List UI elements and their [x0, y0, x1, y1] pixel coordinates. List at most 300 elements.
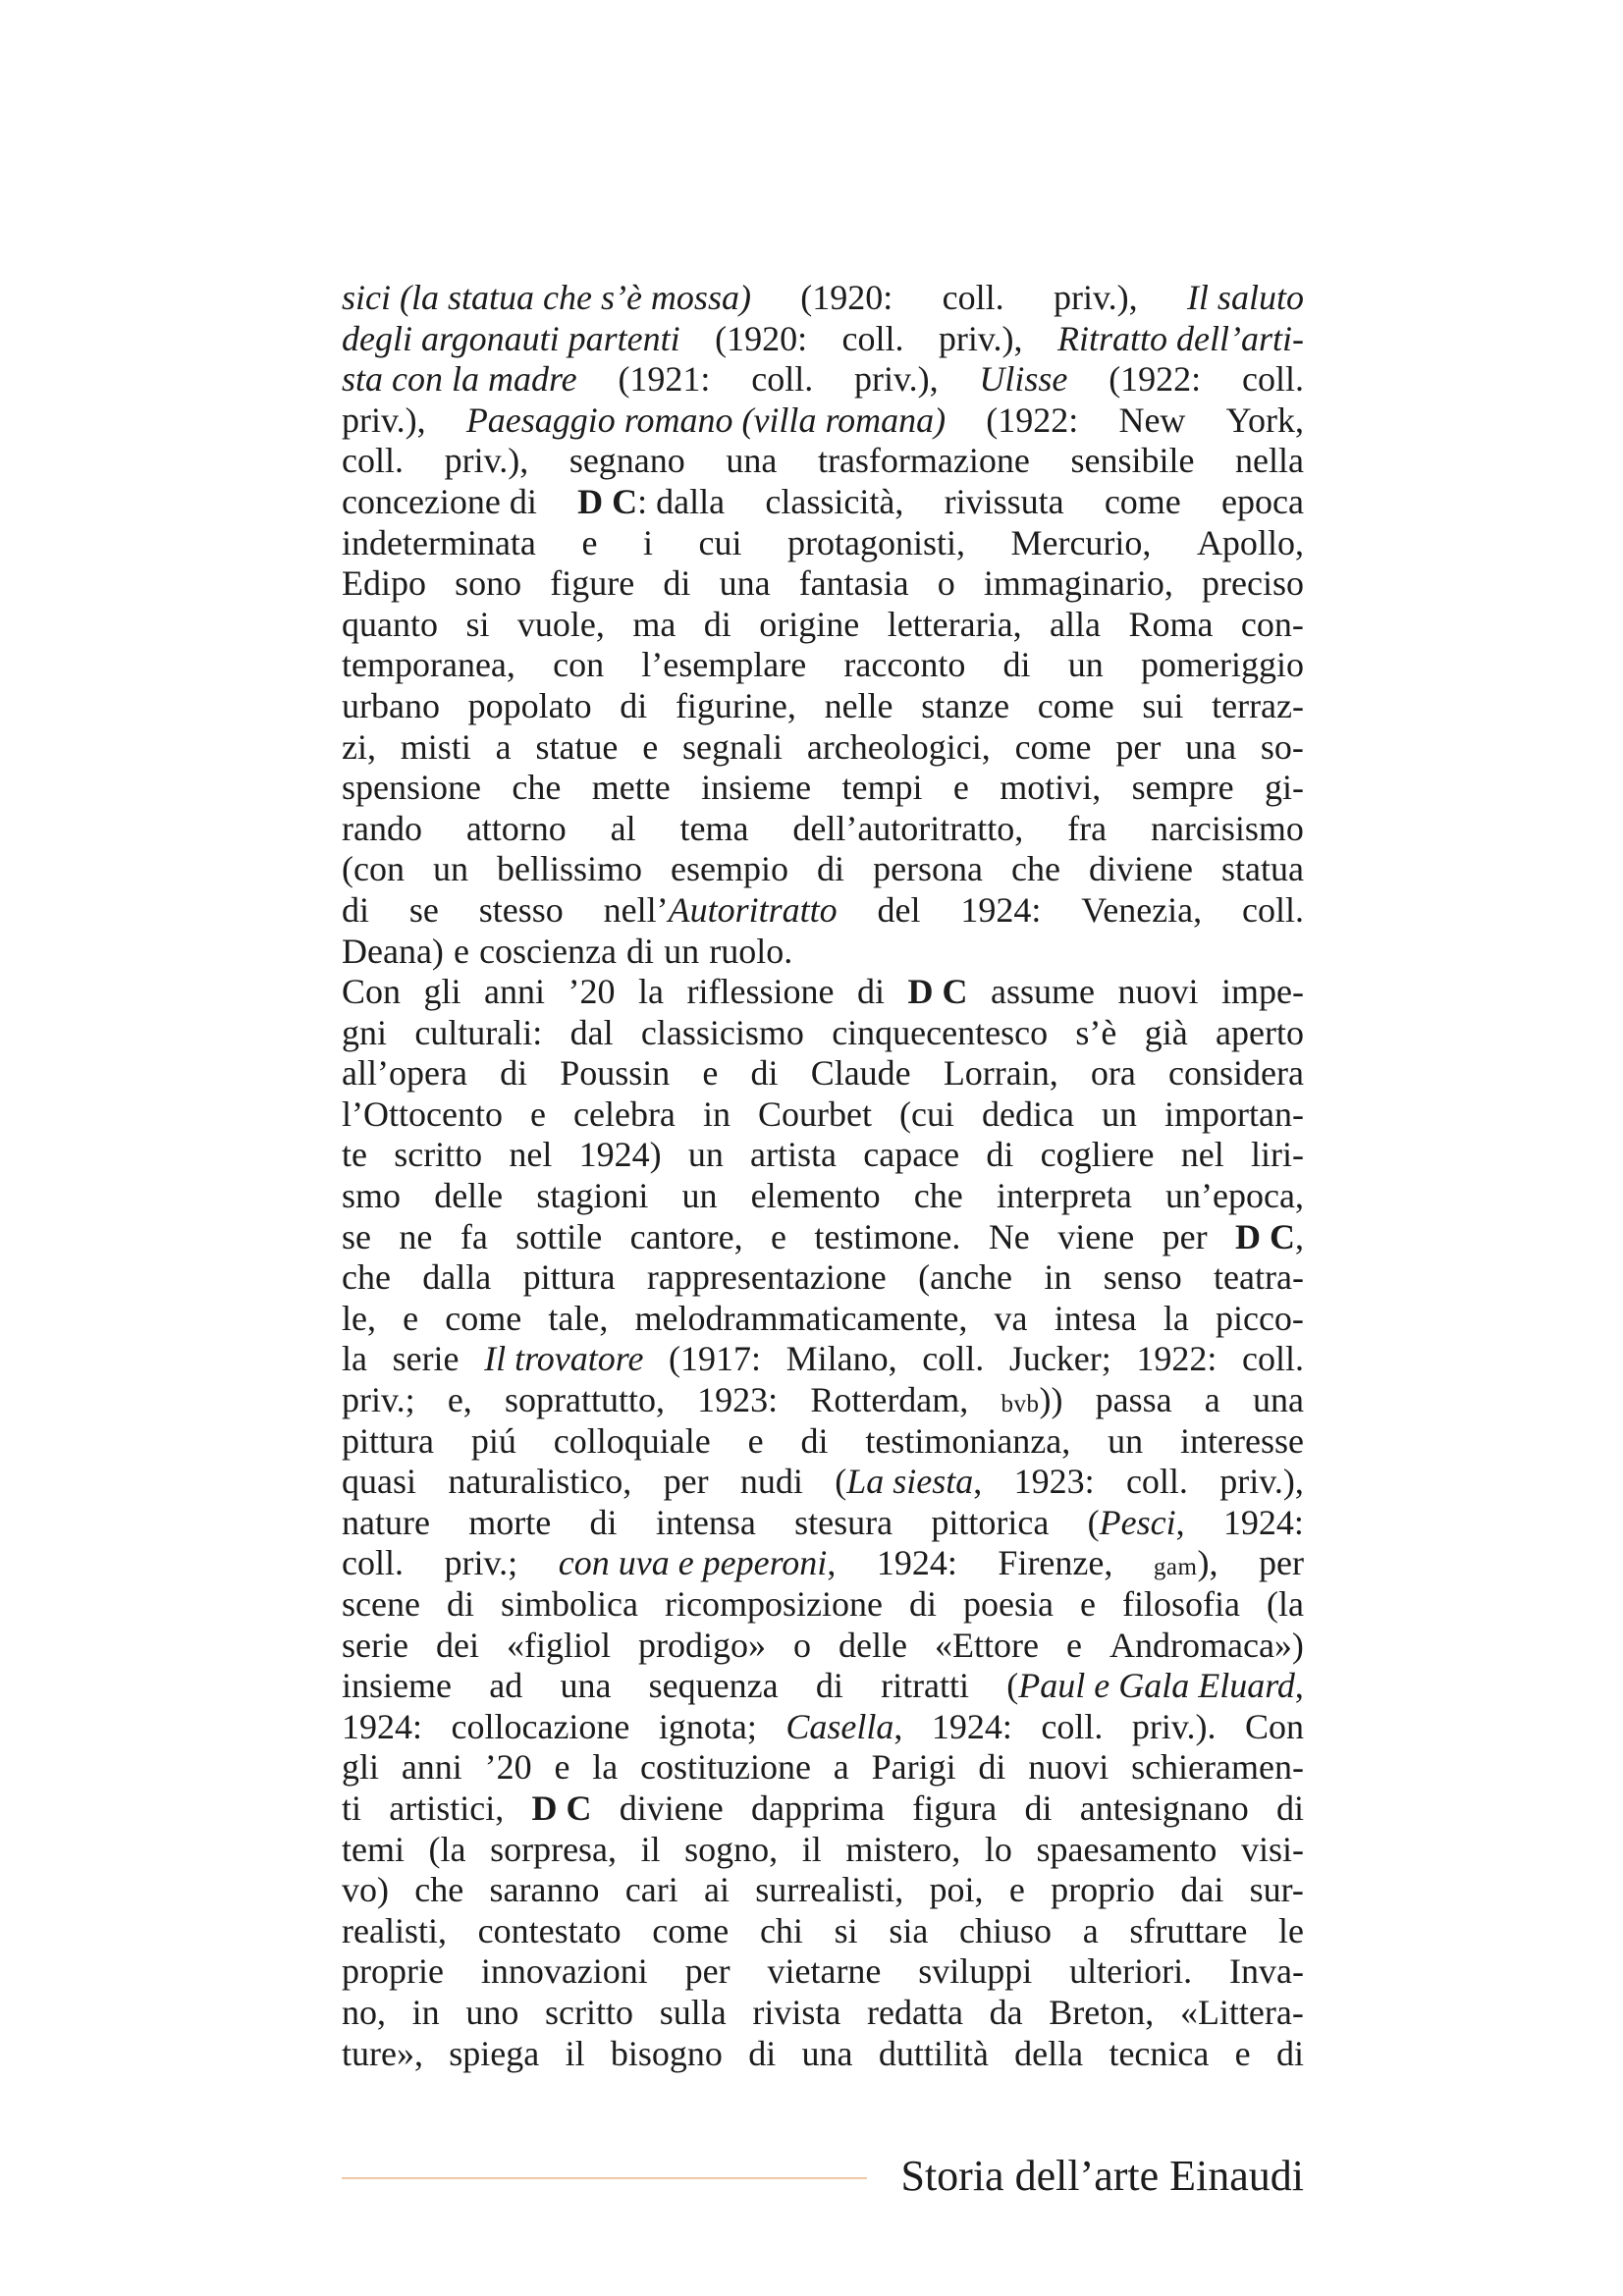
text-word	[759, 605, 859, 646]
text-word	[465, 605, 489, 646]
text-run: «Ettore	[935, 1625, 1039, 1665]
text-run: priv.),	[1219, 1462, 1304, 1502]
text-run: proprie	[342, 1951, 444, 1992]
text-run: priv.),	[444, 441, 529, 481]
text-run: persona	[873, 849, 984, 889]
text-run: di	[626, 931, 655, 971]
text-word	[573, 1095, 676, 1136]
text-run: terraz-	[1212, 685, 1304, 725]
text-word	[1109, 359, 1201, 400]
text-run: alla	[1050, 604, 1102, 644]
text-word	[771, 1217, 786, 1258]
text-run: coll.	[342, 1543, 404, 1583]
text-word	[664, 1462, 709, 1503]
text-word	[642, 727, 658, 769]
text-line	[342, 278, 1304, 319]
text-word	[943, 278, 1004, 319]
text-run: Poussin	[560, 1053, 671, 1094]
text-run: che	[342, 1257, 391, 1298]
text-word	[986, 1135, 1013, 1176]
text-run: sur-	[1249, 1870, 1304, 1910]
text-run: nel	[1180, 1135, 1224, 1175]
text-run: ’20	[568, 972, 616, 1012]
text-run: pittorica	[931, 1502, 1050, 1542]
text-run: come	[445, 1298, 522, 1338]
text-line	[342, 1870, 1304, 1911]
text-word	[839, 1626, 907, 1667]
text-line	[342, 686, 1304, 727]
text-word	[1180, 1993, 1304, 2034]
text-run: priv.),	[342, 400, 426, 440]
text-word	[569, 441, 685, 482]
text-word	[832, 1013, 1048, 1054]
text-run: duttilità	[878, 2033, 989, 2073]
text-run: sottile	[515, 1216, 603, 1256]
text-word	[963, 1584, 1054, 1626]
text-word	[1024, 1789, 1052, 1830]
text-word	[680, 809, 749, 850]
text-word	[1235, 2034, 1251, 2075]
text-run: Roma	[1128, 604, 1214, 644]
text-run: New	[1118, 400, 1186, 440]
text-word	[1050, 605, 1101, 646]
text-run: 1924:	[342, 1706, 423, 1746]
author-initials: D C	[907, 972, 968, 1012]
text-run: se	[342, 1216, 371, 1256]
text-word	[1219, 1462, 1304, 1503]
text-word	[342, 563, 426, 605]
text-word	[1242, 1339, 1304, 1380]
text-word	[1057, 1217, 1134, 1258]
text-word	[342, 1707, 422, 1748]
text-word	[907, 972, 967, 1013]
text-run: una	[726, 441, 778, 481]
text-line	[342, 523, 1304, 564]
text-run: i	[642, 522, 653, 562]
text-run: testimonianza,	[865, 1420, 1071, 1461]
text-word	[1091, 1053, 1136, 1095]
text-run: uno	[465, 1992, 519, 2032]
text-word	[1265, 768, 1304, 809]
text-line	[342, 809, 1304, 850]
text-run: protagonisti,	[786, 522, 965, 562]
text-word	[399, 1217, 432, 1258]
text-run: sulla	[659, 1992, 727, 2032]
text-run: il	[640, 1829, 661, 1869]
text-run: sono	[455, 563, 522, 604]
text-word	[857, 972, 885, 1013]
text-word	[342, 1053, 467, 1095]
text-run: scritto	[545, 1992, 634, 2032]
text-run: coll.	[1241, 1339, 1304, 1379]
text-word	[652, 1911, 729, 1952]
text-run: bvb	[1001, 1391, 1040, 1418]
text-run: viene	[1057, 1216, 1135, 1256]
text-run: priv.;	[444, 1543, 518, 1583]
text-run: dal	[569, 1012, 614, 1052]
text-run: al	[610, 808, 636, 848]
text-run: 1922:	[1136, 1339, 1217, 1379]
text-word	[816, 1666, 843, 1707]
text-run: e,	[447, 1380, 472, 1420]
text-run: Ritratto dell’arti-	[1056, 318, 1304, 358]
text-word	[422, 1257, 491, 1299]
text-run: delle	[839, 1625, 907, 1665]
text-word	[1216, 1299, 1304, 1340]
text-word	[1151, 809, 1304, 850]
text-word	[959, 1911, 1052, 1952]
text-run: per	[684, 1951, 730, 1992]
text-run: dei	[435, 1625, 479, 1665]
text-run: come	[1037, 685, 1114, 725]
text-run: ,	[1175, 1502, 1185, 1542]
text-run: un	[1108, 1420, 1144, 1461]
text-run: Courbet	[757, 1094, 872, 1134]
text-word	[501, 1584, 638, 1626]
text-run: sviluppi	[918, 1951, 1033, 1992]
text-run: Edipo	[342, 563, 426, 604]
text-run: classicità,	[765, 481, 904, 521]
text-run: per	[1115, 726, 1162, 767]
text-word	[755, 1870, 903, 1911]
text-word	[389, 1789, 504, 1830]
text-word	[649, 1666, 779, 1707]
text-word	[740, 1462, 803, 1503]
text-run: serie	[392, 1339, 460, 1379]
text-word	[1066, 1626, 1082, 1667]
text-word	[1141, 645, 1304, 686]
text-run: ne	[399, 1216, 433, 1256]
footer-title: Storia dell’arte Einaudi	[900, 2152, 1304, 2200]
text-run: liri-	[1250, 1135, 1304, 1175]
text-run: per	[663, 1462, 709, 1502]
text-word	[1036, 1830, 1217, 1871]
text-run: che	[512, 768, 562, 808]
text-run: impe-	[1220, 972, 1304, 1012]
text-line	[342, 1543, 1304, 1584]
text-run: Claude	[810, 1053, 911, 1094]
text-word	[342, 400, 426, 442]
text-word	[620, 686, 647, 727]
text-word	[342, 686, 440, 727]
text-run: figure	[550, 563, 635, 604]
text-run: picco-	[1215, 1298, 1304, 1338]
text-word	[468, 1503, 551, 1544]
text-run: proprio	[1051, 1870, 1156, 1910]
text-line	[342, 359, 1304, 400]
text-word	[899, 1095, 954, 1136]
text-word	[1057, 319, 1304, 360]
text-word	[1049, 1993, 1154, 2034]
text-word	[1185, 727, 1236, 769]
text-word	[532, 1789, 592, 1830]
text-word	[403, 1299, 418, 1340]
text-word	[1235, 1217, 1304, 1258]
text-word	[1081, 890, 1202, 932]
text-word	[452, 1707, 630, 1748]
text-run: intesa	[1054, 1298, 1137, 1338]
text-word	[507, 1626, 611, 1667]
text-word	[479, 890, 564, 932]
text-word	[484, 1339, 643, 1380]
text-line	[342, 1176, 1304, 1217]
text-word	[877, 1543, 957, 1584]
text-run: ruolo.	[709, 931, 793, 971]
text-run: racconto	[843, 645, 966, 685]
text-run: la	[1163, 1298, 1189, 1338]
text-word	[1221, 482, 1304, 523]
text-run: a	[495, 726, 512, 767]
text-run: come	[1014, 726, 1092, 767]
text-word	[1278, 1911, 1304, 1952]
text-word	[726, 441, 777, 482]
text-line	[342, 1666, 1304, 1707]
text-word	[342, 1584, 420, 1626]
text-run: cinquecentesco	[832, 1012, 1049, 1052]
text-run: ,	[827, 1543, 837, 1583]
text-run: sta con la madre	[342, 359, 577, 400]
text-word	[412, 1993, 440, 2034]
text-word	[930, 1870, 984, 1911]
text-word	[704, 605, 731, 646]
text-word	[698, 523, 741, 564]
text-word	[802, 1830, 822, 1871]
text-run: ture»,	[342, 2033, 423, 2073]
text-word	[342, 1503, 430, 1544]
text-word	[750, 1135, 837, 1176]
text-run: che	[1011, 849, 1061, 889]
text-word	[1168, 1053, 1304, 1095]
text-run: mette	[591, 768, 671, 808]
text-word	[485, 1747, 532, 1789]
text-run: e	[529, 1094, 546, 1134]
text-run: Venezia,	[1081, 889, 1203, 930]
text-run: un	[1067, 645, 1104, 685]
text-word	[1226, 400, 1304, 442]
text-word	[570, 1013, 614, 1054]
text-word	[536, 1176, 648, 1217]
text-word	[553, 645, 604, 686]
text-word	[638, 1626, 766, 1667]
text-run: di	[748, 2033, 777, 2073]
text-line	[342, 1462, 1304, 1503]
text-word	[752, 1993, 840, 2034]
text-word	[1009, 1870, 1025, 1911]
text-line	[342, 2034, 1304, 2075]
text-run: importan-	[1164, 1094, 1304, 1134]
text-run: e	[771, 1216, 786, 1256]
text-word	[1242, 359, 1304, 400]
text-run: ora	[1090, 1053, 1136, 1094]
text-word	[751, 1789, 885, 1830]
text-run: Lorrain,	[943, 1053, 1058, 1094]
text-word	[393, 1339, 460, 1380]
text-word	[342, 605, 438, 646]
text-word	[414, 1870, 463, 1911]
text-word	[985, 1830, 1012, 1871]
text-word	[455, 563, 521, 605]
text-run: costituzione	[640, 1747, 811, 1788]
text-run: un	[687, 1135, 724, 1175]
text-run: un	[664, 931, 700, 971]
text-word	[1181, 1135, 1224, 1176]
text-word	[845, 1830, 960, 1871]
text-run: cui	[698, 522, 742, 562]
text-word	[577, 482, 725, 523]
text-line	[342, 1584, 1304, 1626]
text-run: (1922:	[986, 400, 1079, 440]
text-word	[909, 1584, 937, 1626]
text-run: tempi	[841, 768, 923, 808]
text-word	[638, 972, 664, 1013]
text-word	[1132, 1707, 1217, 1748]
text-run: coll.	[751, 359, 814, 400]
text-run: le	[1278, 1910, 1304, 1950]
text-run: gli	[342, 1747, 380, 1788]
text-word	[701, 768, 811, 809]
text-run: ,	[973, 1462, 983, 1502]
text-word	[342, 809, 422, 850]
text-word	[1126, 1462, 1188, 1503]
text-run: rivista	[752, 1992, 841, 2032]
text-run: figura	[912, 1788, 998, 1828]
text-word	[342, 1626, 408, 1667]
text-run: innovazioni	[480, 1951, 648, 1992]
text-word	[496, 727, 512, 769]
text-word	[1104, 1257, 1182, 1299]
text-run: ’20	[484, 1747, 532, 1788]
text-line	[342, 1993, 1304, 2034]
text-word	[497, 849, 642, 890]
text-run: anni	[401, 1747, 462, 1788]
text-word	[635, 1299, 968, 1340]
text-word	[489, 1666, 522, 1707]
text-word	[1242, 890, 1304, 932]
text-run: e	[702, 1053, 719, 1094]
text-word	[342, 1666, 452, 1707]
text-word	[1014, 2034, 1083, 2075]
text-run: preciso	[1202, 563, 1304, 604]
text-run: insieme	[701, 768, 812, 808]
text-word	[429, 1830, 466, 1871]
text-word	[659, 1707, 757, 1748]
text-run: Pesci	[1099, 1502, 1176, 1542]
text-run: e	[952, 768, 969, 808]
text-run: una	[560, 1666, 612, 1706]
text-run: Ne	[988, 1216, 1030, 1256]
text-run: Parigi	[871, 1747, 956, 1788]
text-run: realisti,	[342, 1910, 447, 1950]
text-run: pittura	[522, 1257, 616, 1298]
text-word	[481, 1951, 648, 1993]
text-run: Paesaggio romano (villa romana)	[465, 400, 947, 440]
text-word	[914, 1176, 963, 1217]
text-word	[342, 1911, 447, 1952]
text-word	[794, 1503, 893, 1544]
text-run: coll.	[942, 278, 1004, 317]
text-word	[560, 1666, 611, 1707]
text-word	[841, 768, 922, 809]
text-run: coscienza	[479, 931, 617, 971]
text-run: dell’autoritratto,	[792, 808, 1024, 848]
text-word	[1197, 523, 1304, 564]
text-word	[1083, 1911, 1099, 1952]
text-run: Rotterdam,	[810, 1380, 969, 1420]
text-run: e	[403, 1298, 419, 1338]
text-word	[1145, 1013, 1188, 1054]
text-word	[454, 932, 469, 973]
text-line	[342, 645, 1304, 686]
text-word	[656, 1503, 756, 1544]
text-run: dedica	[982, 1094, 1074, 1134]
text-word	[530, 1095, 546, 1136]
text-word	[1221, 849, 1304, 890]
text-word	[800, 278, 893, 319]
text-word	[523, 1257, 616, 1299]
text-word	[751, 359, 813, 400]
text-word	[888, 605, 1022, 646]
text-word	[945, 482, 1064, 523]
text-word	[877, 890, 920, 932]
text-word	[921, 686, 1009, 727]
text-run: gam	[1153, 1554, 1198, 1581]
text-run: (1921:	[618, 359, 711, 400]
text-run: lo	[984, 1829, 1012, 1869]
text-run: vietarne	[767, 1951, 882, 1992]
text-word	[818, 441, 1030, 482]
text-word	[1187, 278, 1304, 319]
text-word	[342, 849, 405, 890]
text-run: di	[986, 1135, 1014, 1175]
text-line	[342, 1095, 1304, 1136]
text-line	[342, 972, 1304, 1013]
text-run: no,	[342, 1992, 386, 2032]
text-word	[626, 932, 654, 973]
text-run: di	[856, 972, 885, 1012]
text-word	[800, 1421, 828, 1463]
text-run: Casella	[785, 1706, 894, 1746]
text-run: 1924:	[876, 1543, 957, 1583]
text-word	[466, 809, 567, 850]
text-word	[448, 1380, 472, 1421]
text-run: pomeriggio	[1140, 645, 1304, 685]
text-run: di	[703, 604, 731, 644]
text-word	[471, 1421, 516, 1463]
text-word	[1259, 1543, 1304, 1584]
text-word	[842, 319, 904, 360]
text-word	[466, 400, 946, 442]
text-run: (la	[1266, 1584, 1304, 1624]
text-word	[342, 1176, 401, 1217]
text-run: stesura	[794, 1502, 893, 1542]
text-word	[715, 319, 807, 360]
text-word	[685, 1951, 730, 1993]
text-run: simbolica	[501, 1584, 638, 1624]
text-word	[1241, 605, 1304, 646]
text-word	[505, 1380, 665, 1421]
text-run: (1922:	[1109, 359, 1202, 400]
text-word	[611, 809, 636, 850]
text-run: di	[750, 1053, 779, 1094]
text-run: se	[408, 889, 439, 930]
text-run: artistici,	[389, 1788, 505, 1828]
author-initials: D C	[1235, 1216, 1295, 1256]
text-word	[545, 1993, 633, 2034]
text-run: di	[1275, 1788, 1304, 1828]
text-word	[1102, 1095, 1137, 1136]
text-run: indeterminata	[342, 522, 536, 562]
text-word	[998, 1543, 1112, 1584]
